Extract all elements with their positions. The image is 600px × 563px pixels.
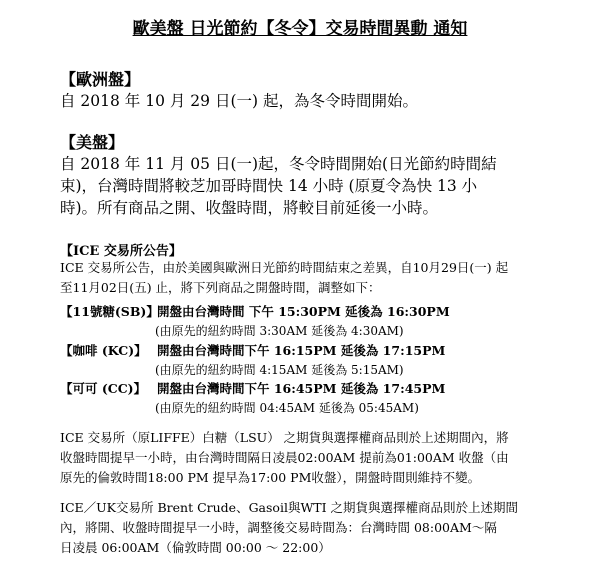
- para2-line-3: 原先的倫敦時間18:00 PM 提早為17:00 PM收盤），開盤時間則維持不變。: [60, 470, 481, 485]
- para3-line-3: 日凌晨 06:00AM（倫敦時間 00:00 ～ 22:00）: [60, 540, 331, 555]
- us-line-2: 束)，台灣時間將較芝加哥時間快 14 小時 (原夏令為快 13 小: [60, 177, 478, 195]
- us-line-1: 自 2018 年 11 月 05 日(一)起，冬令時間開始(日光節約時間結: [60, 155, 497, 173]
- item-label: 【11號糖(SB)】: [60, 304, 159, 319]
- item-sugar: [60, 302, 450, 322]
- europe-heading: 【歐洲盤】: [60, 70, 141, 89]
- document-title: 歐美盤 日光節約【冬令】交易時間異動 通知: [132, 19, 468, 39]
- item-text: 開盤由台灣時間下午 16:15PM 延後為 17:15PM: [156, 343, 446, 358]
- ice-intro-1: ICE 交易所公告，由於美國與歐洲日光節約時間結束之差異，自10月29日(一) 起: [60, 260, 509, 275]
- item-sub: (由原先的紐約時間 4:15AM 延後為 5:15AM): [155, 363, 404, 377]
- item-cocoa: [60, 379, 445, 399]
- item-label: 【咖啡 (KC)】: [60, 343, 147, 358]
- ice-intro-2: 至11月02日(五) 止，將下列商品之開盤時間，調整如下：: [60, 280, 381, 295]
- para2-line-2: 收盤時間提早一小時，由台灣時間隔日凌晨02:00AM 提前為01:00AM 收盤（由: [60, 450, 509, 465]
- para3-line-2: 內，將開、收盤時間提早一小時，調整後交易時間為：台灣時間 08:00AM～隔: [60, 520, 497, 535]
- us-heading: 【美盤】: [60, 133, 125, 152]
- us-line-3: 時)。所有商品之開、收盤時間，將較目前延後一小時。: [60, 199, 439, 217]
- item-label: 【可可 (CC)】: [60, 381, 147, 396]
- para2-line-1: ICE 交易所（原LIFFE）白糖（LSU） 之期貨與選擇權商品則於上述期間內，將: [60, 430, 509, 445]
- ice-heading: 【ICE 交易所公告】: [60, 244, 182, 259]
- item-coffee: [60, 341, 445, 361]
- europe-line: 自 2018 年 10 月 29 日(一) 起，為冬令時間開始。: [60, 92, 418, 110]
- item-text: 開盤由台灣時間下午 16:45PM 延後為 17:45PM: [156, 381, 446, 396]
- item-sub: (由原先的紐約時間 3:30AM 延後為 4:30AM): [155, 324, 404, 338]
- para3-line-1: ICE／UK交易所 Brent Crude、Gasoil與WTI 之期貨與選擇權商品則於上述期間: [60, 500, 519, 515]
- item-sub: (由原先的紐約時間 04:45AM 延後為 05:45AM): [155, 401, 419, 415]
- item-text: 開盤由台灣時間 下午 15:30PM 延後為 16:30PM: [156, 304, 450, 319]
